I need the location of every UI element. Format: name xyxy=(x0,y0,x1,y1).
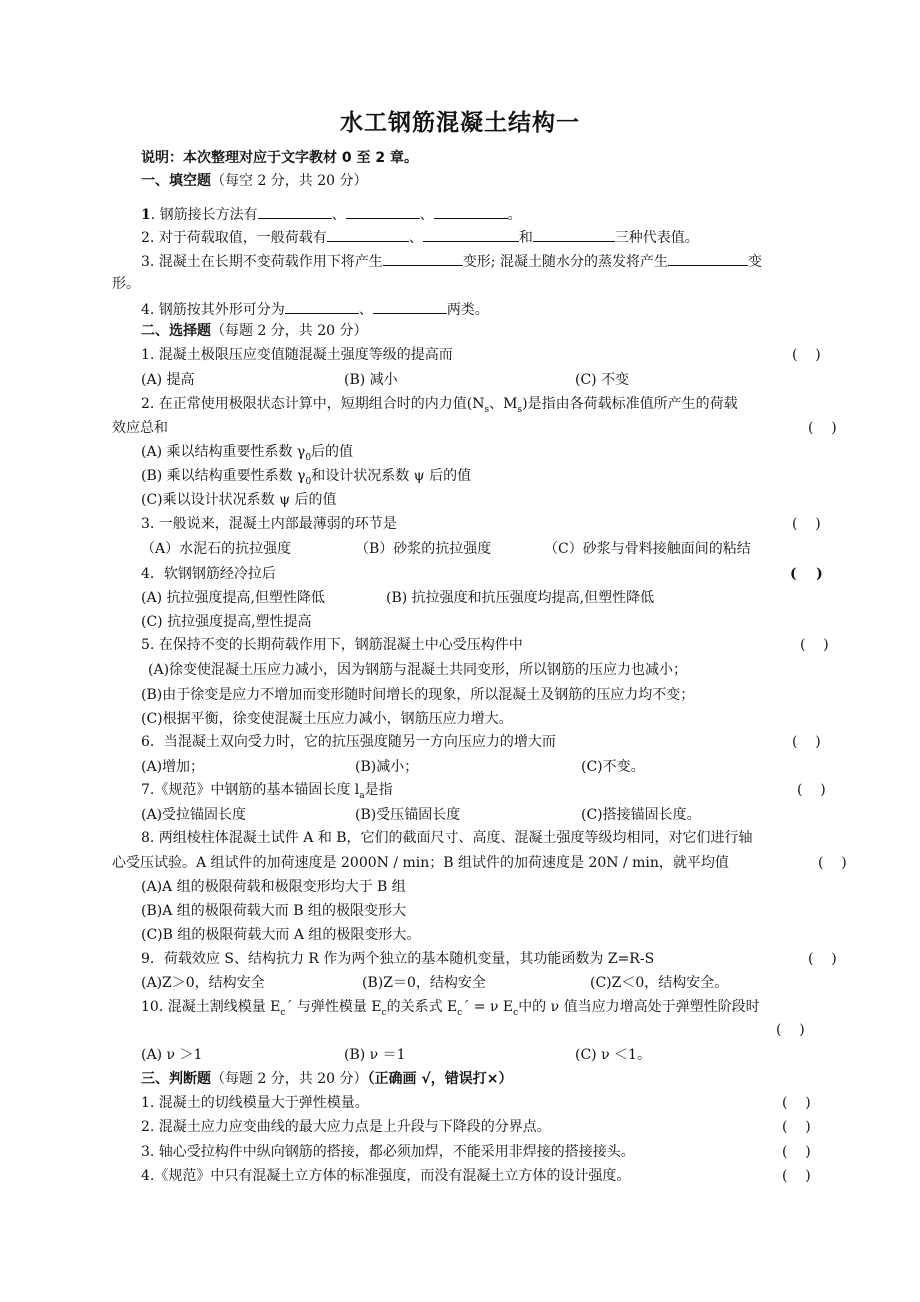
choice-q6-stem: 6．当混凝土双向受力时，它的抗压强度随另一方向压应力的增大而 xyxy=(141,734,556,750)
choice-q1-option-a: (A) 提高 xyxy=(141,372,195,388)
choice-q7-option-c: (C)搭接锚固长度。 xyxy=(581,807,701,823)
choice-q6-option-a: (A)增加； xyxy=(141,759,205,775)
choice-q6-option-b: (B)减小； xyxy=(355,759,419,775)
choice-q4-stem: 4．软钢钢筋经冷拉后 xyxy=(141,566,276,582)
choice-q9-option-c: (C)Z＜0，结构安全。 xyxy=(590,975,729,991)
fill-question-2: 2. 对于荷载取值，一般荷载有 、 和 三种代表值。 xyxy=(141,227,699,247)
choice-q8-option-a: (A)A 组的极限荷载和极限变形均大于 B 组 xyxy=(141,879,406,895)
choice-q3-option-c: （C）砂浆与骨料接触面间的粘结 xyxy=(544,541,751,557)
fill-question-1: 1. 钢筋接长方法有 、 、 。 xyxy=(141,204,522,224)
choice-q5-option-b: (B)由于徐变是应力不增加而变形随时间增长的现象，所以混凝土及钢筋的压应力均不变； xyxy=(141,687,695,703)
choice-q9-option-a: (A)Z＞0，结构安全 xyxy=(141,975,265,991)
choice-q4-option-a: (A) 抗拉强度提高,但塑性降低 xyxy=(141,590,325,606)
choice-q4-option-b: (B) 抗拉强度和抗压强度均提高,但塑性降低 xyxy=(386,590,655,606)
section-fill-heading: 一、填空题（每空 2 分，共 20 分） xyxy=(141,173,368,189)
answer-bracket: ( ) xyxy=(792,734,821,750)
choice-q2-stem: 2. 在正常使用极限状态计算中，短期组合时的内力值($N_s$、$M_s$)是指由各荷载标准值所产生的荷载 xyxy=(141,396,738,415)
choice-q6-option-c: (C)不变。 xyxy=(581,759,645,775)
answer-bracket: ( ) xyxy=(818,855,847,871)
answer-bracket: ( ) xyxy=(797,782,826,798)
page-title: 水工钢筋混凝土结构一 xyxy=(340,110,580,136)
choice-q2-option-b: (B) 乘以结构重要性系数 $\gamma_0$和设计状况系数 ψ 后的值 xyxy=(141,468,472,487)
answer-bracket: ( ) xyxy=(792,347,821,363)
choice-q7-stem: 7.《规范》中钢筋的基本锚固长度 $l_a$是指 xyxy=(141,782,393,801)
fill-question-3: 3. 混凝土在长期不变荷载作用下将产生 变形; 混凝土随水分的蒸发将产生 变 xyxy=(141,251,762,271)
choice-q3-option-b: （B）砂浆的抗拉强度 xyxy=(355,541,492,557)
choice-q10-option-c: (C) ν ＜1。 xyxy=(575,1047,651,1063)
answer-bracket: ( ) xyxy=(808,951,837,967)
choice-q10-option-b: (B) ν ＝1 xyxy=(344,1047,406,1063)
choice-q5-option-c: (C)根据平衡，徐变使混凝土压应力减小，钢筋压应力增大。 xyxy=(141,711,513,727)
choice-q2-option-a: (A) 乘以结构重要性系数 $\gamma_0$后的值 xyxy=(141,444,354,463)
answer-bracket: ( ) xyxy=(782,1168,811,1184)
answer-bracket: ( ) xyxy=(800,637,829,653)
choice-q2-option-c: (C)乘以设计状况系数 ψ 后的值 xyxy=(141,492,337,508)
choice-q10-option-a: (A) ν ＞1 xyxy=(141,1047,203,1063)
choice-q7-option-b: (B)受压锚固长度 xyxy=(355,807,461,823)
choice-q8-option-b: (B)A 组的极限荷载大而 B 组的极限变形大 xyxy=(141,903,406,919)
judge-question-4: 4.《规范》中只有混凝土立方体的标准强度，而没有混凝土立方体的设计强度。 xyxy=(141,1168,631,1184)
section-choice-heading: 二、选择题（每题 2 分，共 20 分） xyxy=(141,323,368,339)
judge-question-1: 1. 混凝土的切线模量大于弹性模量。 xyxy=(141,1095,369,1111)
choice-q1-stem: 1. 混凝土极限压应变值随混凝土强度等级的提高而 xyxy=(141,347,453,363)
fill-question-4: 4. 钢筋按其外形可分为 、 两类。 xyxy=(141,299,489,319)
fill-question-3-wrap: 形。 xyxy=(112,276,140,292)
answer-bracket: ( ) xyxy=(782,1119,811,1135)
choice-q9-option-b: (B)Z＝0，结构安全 xyxy=(362,975,486,991)
choice-q7-option-a: (A)受拉锚固长度 xyxy=(141,807,247,823)
judge-question-2: 2. 混凝土应力应变曲线的最大应力点是上升段与下降段的分界点。 xyxy=(141,1119,551,1135)
choice-q1-option-b: (B) 减小 xyxy=(344,372,398,388)
answer-bracket: ( ) xyxy=(808,420,837,436)
choice-q3-stem: 3. 一般说来，混凝土内部最薄弱的环节是 xyxy=(141,516,397,532)
choice-q8-option-c: (C)B 组的极限荷载大而 A 组的极限变形大。 xyxy=(141,927,421,943)
answer-bracket: ( ) xyxy=(776,1022,805,1038)
answer-bracket: ( ) xyxy=(792,516,821,532)
scope-note: 说明：本次整理对应于文字教材 0 至 2 章。 xyxy=(141,150,418,166)
choice-q1-option-c: (C) 不变 xyxy=(575,372,630,388)
answer-bracket: ( ) xyxy=(782,1095,811,1111)
choice-q8-stem: 8. 两组棱柱体混凝土试件 A 和 B，它们的截面尺寸、高度、混凝土强度等级均相同，对它们进行轴 xyxy=(141,830,753,846)
section-judge-heading: 三、判断题（每题 2 分，共 20 分）（正确画 √，错误打×） xyxy=(141,1071,513,1087)
choice-q3-option-a: （A）水泥石的抗拉强度 xyxy=(141,541,292,557)
choice-q9-stem: 9．荷载效应 S、结构抗力 R 作为两个独立的基本随机变量，其功能函数为 Z=R-S xyxy=(141,951,655,967)
choice-q4-option-c: (C) 抗拉强度提高,塑性提高 xyxy=(141,614,312,630)
choice-q8-stem-wrap: 心受压试验。A 组试件的加荷速度是 2000N / min；B 组试件的加荷速度是 20N / min，就平均值 xyxy=(112,855,729,871)
choice-q5-option-a: (A)徐变使混凝土压应力减小，因为钢筋与混凝土共同变形，所以钢筋的压应力也减小； xyxy=(148,662,688,678)
choice-q2-stem-wrap: 效应总和 xyxy=(112,420,168,436)
choice-q10-stem: 10. 混凝土割线模量 $E_c´$ 与弹性模量 $E_c$的关系式 $E_c´ = \nu$ $E_c$中的 ν 值当应力增高处于弹塑性阶段时 xyxy=(141,999,760,1018)
choice-q5-stem: 5. 在保持不变的长期荷载作用下，钢筋混凝土中心受压构件中 xyxy=(141,637,523,653)
answer-bracket: ( ) xyxy=(782,1144,811,1160)
answer-bracket: ( ) xyxy=(790,566,823,582)
judge-question-3: 3. 轴心受拉构件中纵向钢筋的搭接，都必须加焊，不能采用非焊接的搭接接头。 xyxy=(141,1144,635,1160)
